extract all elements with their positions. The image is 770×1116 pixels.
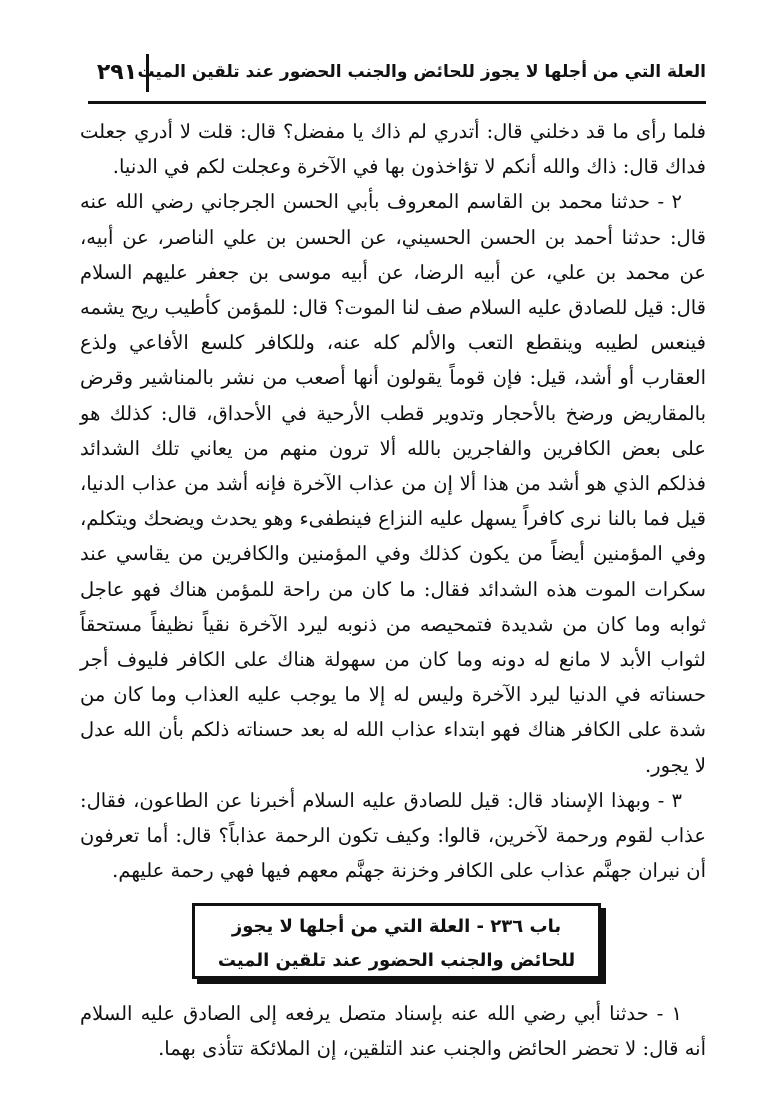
hadith-1: ١ - حدثنا أبي رضي الله عنه بإسناد متصل يرفعه إلى الصادق عليه السلام أنه قال: لا تحضر الحائض والجنب عند التلقين، إن الملائكة تتأذى بهما. — [80, 1002, 706, 1061]
main-text — [80, 114, 706, 888]
page-number: ٢٩١ — [88, 54, 149, 92]
page-header — [88, 50, 706, 106]
hadith-2: ٢ - حدثنا محمد بن القاسم المعروف بأبي الحسن الجرجاني رضي الله عنه قال: حدثنا أحمد بن الحسن الحسيني، عن الحسن بن علي الناصر، عن أبيه، عن محمد بن علي، عن أبيه الرضا، عن أبيه موسى بن جعفر عليهم السلام قال: قيل للصادق عليه السلام صف لنا الموت؟ قال: للمؤمن كأطيب ريح يشمه فينعس لطيبه وينقطع التعب والألم كله عنه، وللكافر كلسع الأفاعي ولذع العقارب أو أشد، قيل: فإن قوماً يقولون أنها أصعب من نشر بالمناشير وقرض بالمقاريض ورضخ بالأحجار وتدوير قطب الأرحية في الأحداق، قال: كذلك هو على بعض الكافرين والفاجرين بالله ألا ترون منهم من يعاني تلك الشدائد فذلكم الذي هو أشد من هذا ألا إن من عذاب الآخرة فإنه أشد من عذاب الدنيا، قيل فما بالنا نرى كافراً يسهل عليه النزاع فينطفىء وهو يحدث ويضحك ويتكلم، وفي المؤمنين أيضاً من يكون كذلك وفي المؤمنين والكافرين من يقاسي عند سكرات الموت هذه الشدائد فقال: ما كان من راحة للمؤمن هناك فهو عاجل ثوابه وما كان من شديدة فتمحيصه من ذنوبه ليرد الآخرة نقياً نظيفاً مستحقاً لثواب الأبد لا مانع له دونه وما كان من سهولة هناك على الكافر فليوف أجر حسناته في الدنيا ليرد الآخرة وليس له إلا ما يوجب عليه العذاب وما كان من شدة على الكافر هناك فهو ابتداء عذاب الله له بعد حسناته ذلكم بأن الله عدل لا يجور. — [80, 190, 706, 777]
running-title: العلة التي من أجلها لا يجوز للحائض والجنب الحضور عند تلقين الميت — [137, 62, 706, 82]
chapter-text — [80, 996, 706, 1066]
header-rule — [88, 101, 706, 104]
chapter-heading-line-2: للحائض والجنب الحضور عند تلقين الميت — [217, 950, 576, 971]
chapter-heading-box — [192, 903, 601, 979]
hadith-3: ٣ - وبهذا الإسناد قال: قيل للصادق عليه السلام أخبرنا عن الطاعون، فقال: عذاب لقوم ورحمة لآخرين، قالوا: وكيف تكون الرحمة عذاباً؟ قال: أما تعرفون أن نيران جهنَّم عذاب على الكافر وخزنة جهنَّم معهم فيها فهي رحمة عليهم. — [80, 788, 706, 883]
chapter-heading-line-1: باب ٢٣٦ - العلة التي من أجلها لا يجوز — [231, 916, 562, 937]
paragraph-continuation: فلما رأى ما قد دخلني قال: أتدري لم ذاك يا مفضل؟ قال: قلت لا أدري جعلت فداك قال: ذاك والله أنكم لا تؤاخذون بها في الآخرة وعجلت لكم في الدنيا. — [80, 120, 706, 179]
